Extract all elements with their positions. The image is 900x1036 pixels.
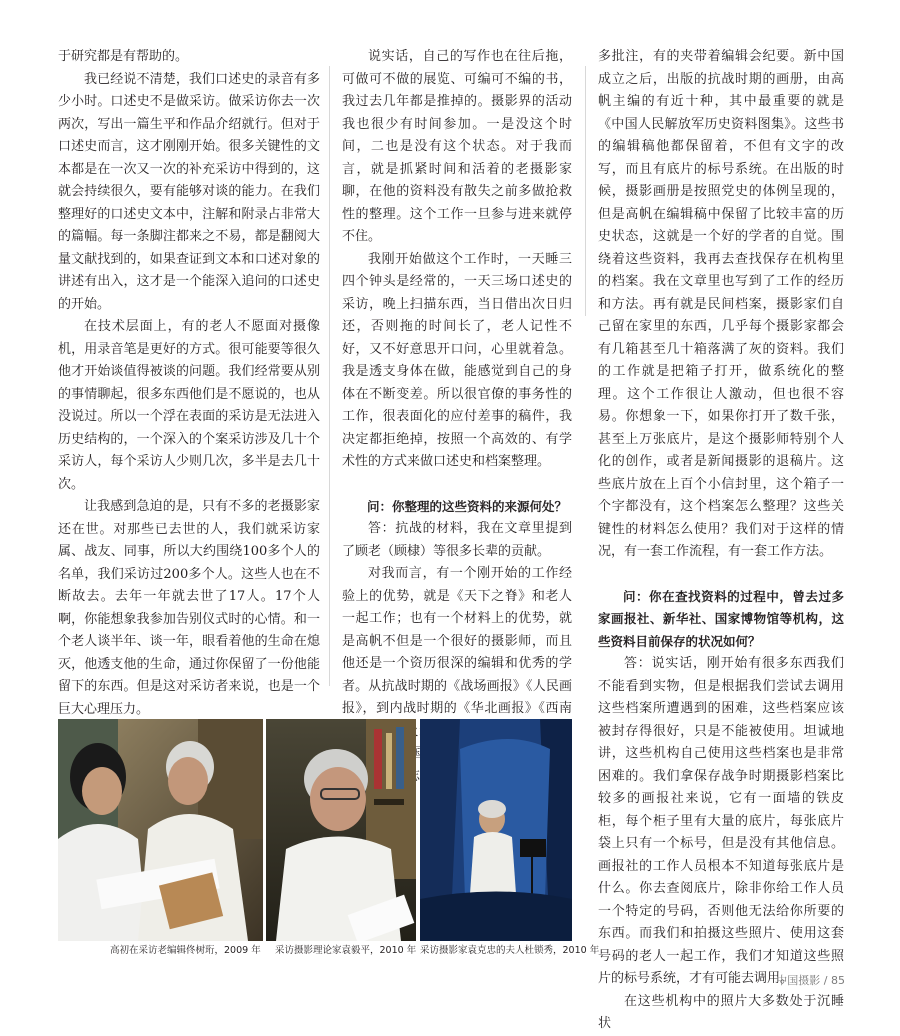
question-paragraph: 问：你整理的这些资料的来源何处？ [367,498,568,514]
body-paragraph: 我刚开始做这个工作时，一天睡三四个钟头是经常的，一天三场口述史的采访，晚上扫描东西，当日借出次日归还，否则拖的时间长了，老人记性不好，又不好意思开口问，心里就着急。我是透支身体在做，能感觉到自己的身体在不断变差。所以很官僚的事务性的工作，很表面化的应付差事的稿件，我决定都拒绝掉，按照一个高效的、有学术性的方式来做口述史和档案整理。 [342,251,572,469]
photo-interview-widow [420,719,572,941]
body-paragraph: 说实话，自己的写作也在往后拖，可做可不做的展览、可编可不编的书，我过去几年都是推掉的。摄影界的活动我也很少有时间参加。一是没这个时间，二也是没有这个状态。对于我而言，就是抓紧时间和活着的老摄影家聊，在他的资料没有散失之前多做抢救性的整理。这个工作一旦参与进来就停不住。 [342,49,572,244]
body-paragraph: 让我感到急迫的是，只有不多的老摄影家还在世。对那些已去世的人，我们就采访家属、战友、同事，所以大约围绕100多个人的名单，我们采访过200多个人。这些人也在不断故去。去年一年就去世了17人。17个人啊，你能想象我参加告别仪式时的心情。和一个老人谈半年、谈一年，眼看着他的生命在熄灭，他透支他的生命，通过你保留了一份他能留下的东西。但是这对采访者来说，也是一个巨大心理压力。 [58,499,320,717]
photo-interview-editor [58,719,263,941]
body-paragraph: 多批注，有的夹带着编辑会纪要。新中国成立之后，出版的抗战时期的画册，由高帆主编的有近十种，其中最重要的就是《中国人民解放军历史资料图集》。这些书的编辑稿他都保留着，不但有文字的改写，而且有底片的标号系统。在出版的时候，摄影画册是按照党史的体例呈现的，但是高帆在编辑稿中保留了比较丰富的历史状态，这就是一个好的学者的自觉。围绕着这些资料，我再去查找保存在机构里的档案。我在文章里也写到了工作的经历和方法。再有就是民间档案，摄影家们自己留在家里的东西，几乎每个摄影家都会有几箱甚至几十箱落满了灰的资料。我们的工作就是把箱子打开，做系统化的整理。这个工作很让人激动，但也很不容易。你想象一下，如果你打开了数千张，甚至上万张底片，是这个摄影师特别个人化的创作，或者是新闻摄影的退稿片。这些底片放在上百个小信封里，这个箱子一个字都没有，这个档案怎么整理？这些关键性的材料怎么使用？我们对于这样的情况，有一套工作流程，有一套工作方法。 [598,49,844,559]
body-paragraph: 于研究都是有帮助的。 [58,49,189,64]
photo-interview-theorist-image [266,719,416,941]
body-paragraph: 对我而言，有一个刚开始的工作经验上的优势，就是《天下之脊》和老人一起工作；也有一个材料上的优势，就是高帆不但是一个很好的摄影师，而且他还是一个资历很深的编辑和优秀的学者。从抗战时期的《战场画报》《人民画报》，到内战时期的《华北画报》《西南 中国摄 [342,566,572,761]
photo-interview-widow-image [420,719,572,941]
column-divider-1 [329,66,330,686]
photo-caption-3: 采访摄影家袁克忠的夫人杜锁秀，2010 年 [420,945,600,956]
photo-caption-1: 高初在采访老编辑佟树珩，2009 年 [110,945,261,956]
photo-interview-theorist [266,719,416,941]
text-column-middle [342,46,572,788]
text-column-right [598,46,844,1036]
question-paragraph: 问：你在查找资料的过程中，曾去过多家画报社、新华社、国家博物馆等机构，这些资料目前保存的状况如何？ [598,588,844,649]
body-paragraph: 答：抗战的材料，我在文章里提到了顾老（顾棣）等很多长辈的贡献。 [342,521,572,559]
column-divider-2 [585,66,586,316]
paragraph-gap [342,474,572,496]
body-paragraph: 答：说实话，刚开始有很多东西我们不能看到实物，但是根据我们尝试去调用这些档案所遭遇到的困难，这些档案应该被封存得很好，只是不能被使用。坦诚地讲，这些机构自己使用这些档案也是非常困难的。我们拿保存战争时期摄影档案比较多的画报社来说，它有一面墙的铁皮柜，每个柜子里有大量的底片，每张底片袋上只有一个标号，但是没有其他信息。画报社的工作人员根本不知道每张底片是什么。你去查阅底片，除非你给工作人员一个特定的号码，否则他无法给你所要的东西。而我们和拍摄这些照片、使用这套号码的老人一起工作，我们才知道这些照片的标号系统，才有可能去调用。 [598,656,844,986]
paragraph-gap [598,564,844,586]
body-paragraph: 我已经说不清楚，我们口述史的录音有多少小时。口述史不是做采访。做采访你去一次两次，写出一篇生平和作品介绍就行。但对于口述史而言，这才刚刚开始。很多关键性的文本都是在一次又一次的补充采访中得到的，这就会持续很久，要有能够对谈的能力。在我们整理好的口述史文本中，注解和附录占非常大的篇幅。每一条脚注都来之不易，都是翻阅大量文献找到的，如果查证到文本和口述对象的讲述有出入，这才是一个能深入追问的口述史的开始。 [58,71,320,312]
text-column-left [58,46,320,721]
page-folio: 中国摄影 / 85 [776,974,845,987]
body-paragraph: 在这些机构中的照片大多数处于沉睡状 [598,993,844,1031]
body-paragraph: 在技术层面上，有的老人不愿面对摄像机，用录音笔是更好的方式。很可能要等很久他才开始谈值得被谈的问题。我们经常要从别的事情聊起，很多东西他们是不愿说的，也从没说过。所以一个浮在表面的采访是无法进入历史结构的，一个深入的个案采访涉及几十个采访人，每个采访人少则几次，多半是去几十次。 [58,319,320,492]
photo-interview-editor-image [58,719,263,941]
photo-caption-2: 采访摄影理论家袁毅平，2010 年 [275,945,417,956]
